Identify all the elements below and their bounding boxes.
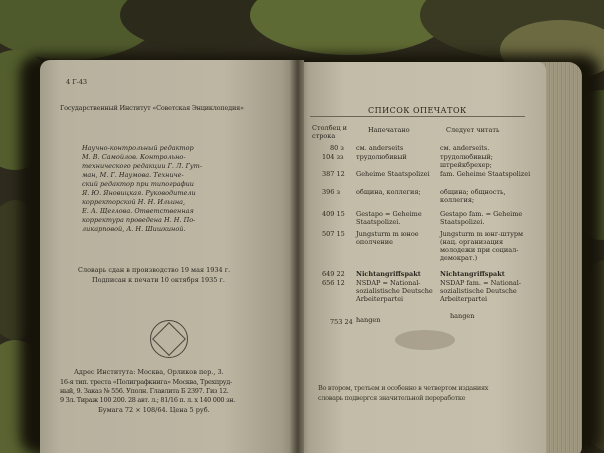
editors-line: ман, М. Г. Наумова. Техниче- — [82, 171, 184, 179]
editors-line: ский редактор при типографии — [82, 180, 194, 188]
column-header-ref: Столбец и строка — [312, 124, 347, 140]
row-correct: Gestapo fam. = Geheime Staatspolizei. — [440, 210, 523, 226]
row-ref: 656 12 — [322, 279, 345, 287]
row-printed: см. anderseits — [356, 144, 404, 152]
row-ref: 409 15 — [322, 210, 345, 218]
row-ref: 649 22 — [322, 270, 345, 278]
row-ref: 387 12 — [322, 170, 345, 178]
signed-date: Подписан к печати 10 октября 1935 г. — [92, 276, 225, 284]
book-gutter — [290, 60, 304, 453]
row-printed: трудолюбивый — [356, 153, 407, 161]
errata-heading: СПИСОК ОПЕЧАТОК — [368, 106, 467, 115]
row-ref: 396 з — [322, 188, 341, 196]
column-header-correct: Следует читать — [446, 126, 500, 134]
imprint-line: 16-я тип. треста «Полиграфкнига» Москва, Трехпруд- — [60, 378, 232, 386]
row-printed: NSDAP = National-sozialistische Deutsche Arbeiterpartei — [356, 279, 433, 303]
header-rule — [310, 116, 525, 117]
imprint-line: ный, 9. Заказ № 556. Уполн. Главлита Б 2397. Гиз 12. — [60, 387, 229, 395]
editors-line: Е. А. Щеглова. Ответственная — [82, 207, 194, 215]
footer-line: Во втором, третьем и особенно в четвертом изданиях — [318, 384, 489, 392]
editors-line: ликарповой, А. Н. Шишкиной. — [82, 225, 186, 233]
row-correct: hangen — [450, 312, 475, 320]
row-correct: см. anderseits. — [440, 144, 490, 152]
imprint-line: Бумага 72 × 108/64. Цена 5 руб. — [98, 406, 210, 414]
row-printed: Jungsturm m юное ополчение — [356, 230, 419, 246]
row-ref: 507 15 — [322, 230, 345, 238]
row-correct: Jungsturm m юнг-штурм (нац. организация молодежи при социал-демократ.) — [440, 230, 524, 262]
imprint-line: Адрес Института: Москва, Орликов пер., 3. — [74, 368, 224, 376]
row-ref: 80 з — [330, 144, 344, 152]
row-ref: 753 24 — [330, 318, 353, 326]
column-header-printed: Напечатано — [368, 126, 410, 134]
editors-line: корректорской Н. Н. Ильина, — [82, 198, 186, 206]
editors-line: корректура проведена Н. Н. По- — [82, 216, 196, 224]
publisher-line: Государственный Институт «Советская Энциклопедия» — [60, 104, 244, 112]
row-printed: Geheime Staatspolizei — [356, 170, 430, 178]
imprint-line: 9 Зл. Тираж 100 200. 28 авт. л.; 81/16 п. л. х 140 000 зн. — [60, 396, 236, 404]
page-stain — [395, 330, 455, 350]
row-correct: NSDAP fam. = National-sozialistische Deutsche Arbeiterpartei — [440, 279, 522, 303]
submitted-date: Словарь сдан в производство 19 мая 1934 г. — [78, 266, 231, 274]
page-marker: 4 Г-43 — [66, 78, 87, 86]
row-correct: трудолюбивый; штрейкбрехер; — [440, 153, 493, 169]
footer-line: словарь подвергся значительной переработке — [318, 394, 466, 402]
row-correct: Nichtangriffspakt — [440, 270, 505, 278]
editors-line: М. В. Самойлов. Контрольно- — [82, 153, 186, 161]
row-printed: Gestapo = Geheime Staatspolizei. — [356, 210, 422, 226]
editors-line: технического редакции Г. Л. Гут- — [82, 162, 203, 170]
row-printed: община, коллегия; — [356, 188, 421, 196]
row-ref: 104 зз — [322, 153, 344, 161]
row-printed: Nichtangriffspakt — [356, 270, 421, 278]
row-printed: hangen — [356, 316, 381, 324]
editors-line: Я. Ю. Яновицкая. Руководители — [82, 189, 196, 197]
editors-line: Научно-контрольный редактор — [82, 144, 194, 152]
row-correct: община; общность, коллегия; — [440, 188, 506, 204]
row-correct: fam. Geheime Staatspolizei — [440, 170, 531, 178]
